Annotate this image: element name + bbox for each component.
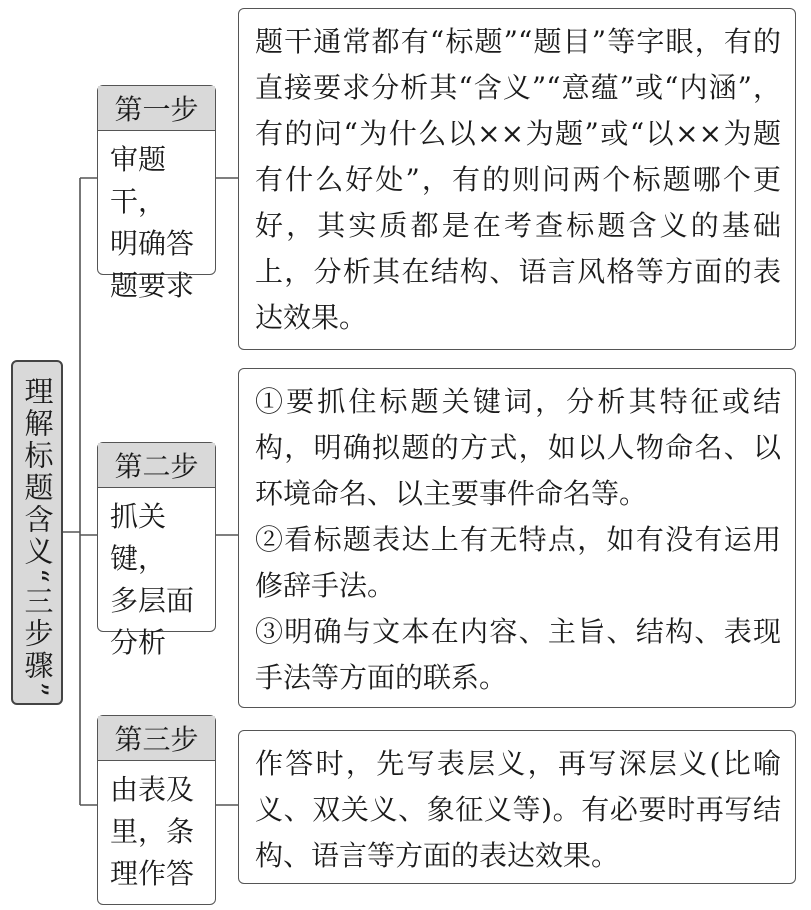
step-3-header: 第三步 <box>98 716 215 761</box>
step-2-body-line: 多层面 <box>110 584 195 617</box>
step-2-node <box>97 442 216 659</box>
step-3-body-line: 由表及 <box>110 773 195 806</box>
step-3-content-box <box>238 730 796 884</box>
step-2-content-item-3: ③明确与文本在内容、主旨、结构、表现手法等方面的联系。 <box>255 615 781 694</box>
step-2-content-item-2: ②看标题表达上有无特点，如有没有运用修辞手法。 <box>255 523 781 602</box>
step-2-body-line: 抓关键， <box>110 500 167 575</box>
step-3-body-line: 理作答 <box>110 857 195 890</box>
step-3-body <box>98 761 215 895</box>
step-1-content-text: 题干通常都有“标题”“题目”等字眼，有的直接要求分析其“含义”“意蕴”或“内涵”，有的问“为什么以××为题”或“以××为题有什么好处”，有的则问两个标题哪个更好，其实质都是在考查标题含义的基础上，分析其在结构、语言风格等方面的表达效果。 <box>255 25 781 334</box>
step-1-body-line: 审题干， <box>110 143 167 218</box>
step-2-content-box <box>238 368 796 708</box>
step-2-header: 第二步 <box>98 443 215 488</box>
step-3-body-line: 里，条 <box>110 815 195 848</box>
step-1-header: 第一步 <box>98 86 215 131</box>
step-3-content-text: 作答时，先写表层义，再写深层义(比喻义、双关义、象征义等)。有必要时再写结构、语言等方面的表达效果。 <box>255 747 781 872</box>
step-3-node <box>97 715 216 905</box>
step-1-body-line: 题要求 <box>110 269 195 302</box>
root-label: 理解标题含义“三步骤” <box>20 376 55 700</box>
root-node <box>11 360 63 705</box>
step-2-body-line: 分析 <box>110 626 167 659</box>
step-2-body <box>98 488 215 664</box>
step-2-content-item-1: ①要抓住标题关键词，分析其特征或结构，明确拟题的方式，如以人物命名、以环境命名、以主要事件命名等。 <box>255 385 781 510</box>
step-1-node <box>97 85 216 302</box>
step-1-body <box>98 131 215 307</box>
step-1-body-line: 明确答 <box>110 227 195 260</box>
step-1-content-box <box>238 8 796 350</box>
